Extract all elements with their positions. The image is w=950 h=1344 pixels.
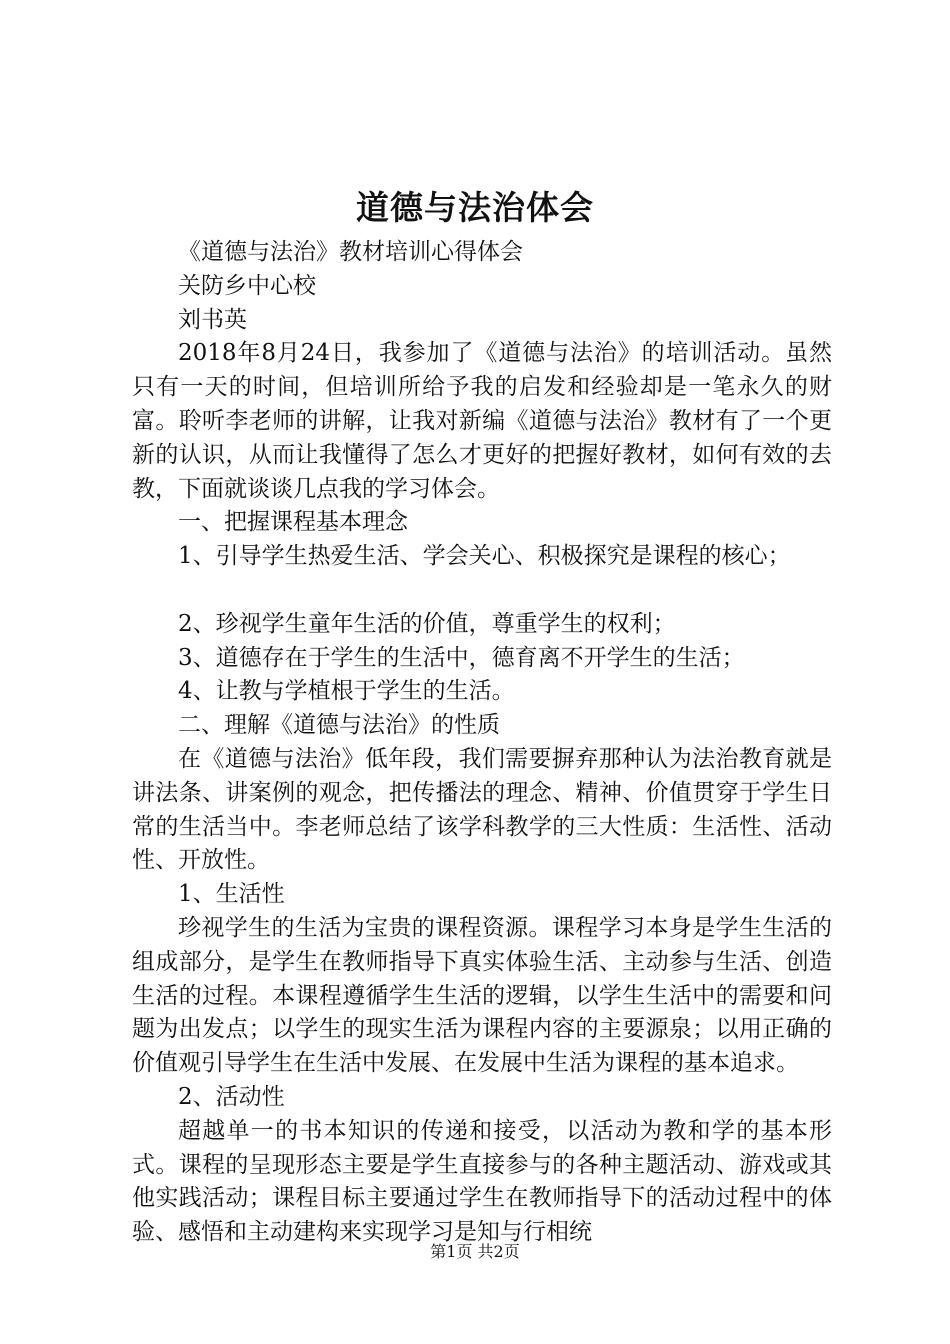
- paragraph: 珍视学生的生活为宝贵的课程资源。课程学习本身是学生生活的组成部分，是学生在教师指导下真实体验生活、主动参与生活、创造生活的过程。本课程遵循学生生活的逻辑，以学生生活中的需要和问题为出发点；以学生的现实生活为课程内容的主要源泉；以用正确的价值观引导学生在生活中发展、在发展中生活为课程的基本追求。: [132, 914, 832, 1077]
- section-heading: 一、把握课程基本理念: [178, 509, 408, 536]
- blank-line: [132, 574, 832, 608]
- paragraph: 《道德与法治》教材培训心得体会: [178, 239, 523, 265]
- paragraph: 2、珍视学生童年生活的价值，尊重学生的权利；: [178, 610, 676, 637]
- paragraph: 3、道德存在于学生的生活中，德育离不开学生的生活；: [178, 644, 745, 671]
- paragraph: 1、引导学生热爱生活、学会关心、积极探究是课程的核心；: [178, 543, 791, 570]
- section-heading: 二、理解《道德与法治》的性质: [178, 712, 500, 739]
- paragraph: 超越单一的书本知识的传递和接受，以活动为教和学的基本形式。课程的呈现形态主要是学生直接参与的各种主题活动、游戏或其他实践活动；课程目标主要通过学生在教师指导下的活动过程中的体验、感悟和主动建构来实现学习是知与行相统: [132, 1117, 832, 1246]
- subsection-heading: 1、生活性: [178, 881, 285, 908]
- document-title: 道德与法治体会: [356, 188, 594, 227]
- paragraph: 在《道德与法治》低年段，我们需要摒弃那种认为法治教育就是讲法条、讲案例的观念，把传播法的理念、精神、价值贯穿于学生日常的生活当中。李老师总结了该学科教学的三大性质：生活性、活动性、开放性。: [132, 745, 832, 874]
- page-footer: 第1页 共2页: [430, 1242, 520, 1261]
- paragraph: 刘书英: [178, 306, 247, 333]
- paragraph: 4、让教与学植根于学生的生活。: [178, 678, 515, 705]
- paragraph: 关防乡中心校: [178, 272, 316, 299]
- document-body: [132, 236, 832, 1250]
- paragraph: 2018年8月24日，我参加了《道德与法治》的培训活动。虽然只有一天的时间，但培训所给予我的启发和经验却是一笔永久的财富。聆听李老师的讲解，让我对新编《道德与法治》教材有了一个更新的认识，从而让我懂得了怎么才更好的把握好教材，如何有效的去教，下面就谈谈几点我的学习体会。: [132, 340, 832, 502]
- subsection-heading: 2、活动性: [178, 1083, 285, 1110]
